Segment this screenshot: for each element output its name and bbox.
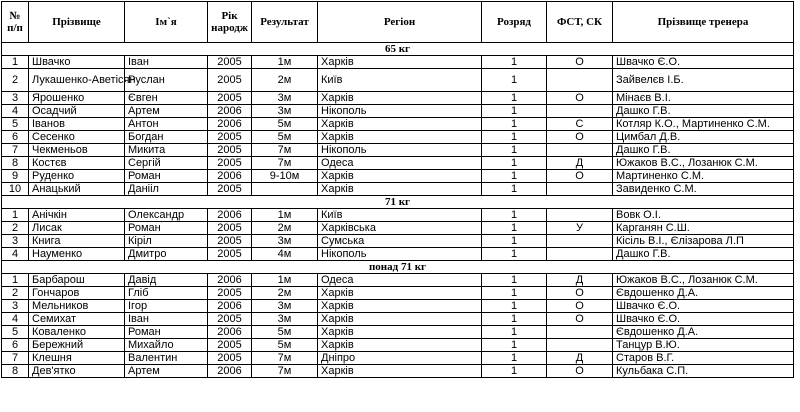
cell-coach: Зайвелєв І.Б. — [613, 69, 794, 92]
cell-rank: 1 — [482, 365, 547, 378]
cell-coach: Швачко Є.О. — [613, 56, 794, 69]
header-row — [2, 2, 794, 43]
cell-birth-year: 2005 — [208, 183, 252, 196]
cell-fst — [547, 248, 613, 261]
cell-rank: 1 — [482, 326, 547, 339]
cell-birth-year: 2006 — [208, 326, 252, 339]
cell-result: 9-10м — [252, 170, 318, 183]
cell-fst: О — [547, 313, 613, 326]
header-name: Ім`я — [125, 2, 208, 43]
cell-name: Роман — [125, 326, 208, 339]
table-row — [2, 118, 794, 131]
cell-coach: Старов В.Г. — [613, 352, 794, 365]
cell-surname: Анічкін — [29, 209, 125, 222]
cell-region: Нікополь — [318, 144, 482, 157]
cell-fst: Д — [547, 157, 613, 170]
table-body — [2, 43, 794, 378]
cell-num: 2 — [2, 69, 29, 92]
cell-num: 5 — [2, 118, 29, 131]
cell-result: 3м — [252, 235, 318, 248]
cell-coach: Дашко Г.В. — [613, 248, 794, 261]
cell-num: 3 — [2, 92, 29, 105]
cell-result — [252, 183, 318, 196]
cell-birth-year: 2006 — [208, 365, 252, 378]
cell-birth-year: 2006 — [208, 209, 252, 222]
table-row — [2, 339, 794, 352]
cell-num: 4 — [2, 105, 29, 118]
cell-fst — [547, 326, 613, 339]
cell-rank: 1 — [482, 209, 547, 222]
cell-rank: 1 — [482, 248, 547, 261]
cell-fst — [547, 183, 613, 196]
weight-group-title: 71 кг — [2, 196, 794, 209]
cell-result: 7м — [252, 157, 318, 170]
cell-fst — [547, 235, 613, 248]
cell-birth-year: 2006 — [208, 300, 252, 313]
cell-region: Київ — [318, 69, 482, 92]
cell-result: 5м — [252, 339, 318, 352]
header-num: № п/п — [2, 2, 29, 43]
cell-result: 3м — [252, 300, 318, 313]
cell-coach: Завиденко С.М. — [613, 183, 794, 196]
cell-coach: Євдошенко Д.А. — [613, 326, 794, 339]
cell-rank: 1 — [482, 69, 547, 92]
cell-name: Руслан — [125, 69, 208, 92]
cell-rank: 1 — [482, 105, 547, 118]
table-row — [2, 287, 794, 300]
cell-surname: Барбарош — [29, 274, 125, 287]
cell-birth-year: 2005 — [208, 313, 252, 326]
table-row — [2, 235, 794, 248]
cell-rank: 1 — [482, 352, 547, 365]
cell-num: 6 — [2, 131, 29, 144]
cell-coach: Кульбака С.П. — [613, 365, 794, 378]
cell-surname: Мельников — [29, 300, 125, 313]
cell-fst: У — [547, 222, 613, 235]
cell-rank: 1 — [482, 183, 547, 196]
cell-birth-year: 2006 — [208, 274, 252, 287]
cell-surname: Іванов — [29, 118, 125, 131]
weight-group-title: понад 71 кг — [2, 261, 794, 274]
cell-result: 5м — [252, 131, 318, 144]
header-rank: Розряд — [482, 2, 547, 43]
cell-result: 1м — [252, 274, 318, 287]
cell-result: 3м — [252, 92, 318, 105]
weight-group-title: 65 кг — [2, 43, 794, 56]
cell-name: Дмитро — [125, 248, 208, 261]
header-region: Регіон — [318, 2, 482, 43]
header-fst: ФСТ, СК — [547, 2, 613, 43]
cell-fst: Д — [547, 274, 613, 287]
cell-region: Харків — [318, 313, 482, 326]
table-row — [2, 222, 794, 235]
cell-name: Микита — [125, 144, 208, 157]
table-row — [2, 144, 794, 157]
cell-name: Олександр — [125, 209, 208, 222]
cell-result: 1м — [252, 56, 318, 69]
table-row — [2, 105, 794, 118]
table-row — [2, 365, 794, 378]
cell-birth-year: 2005 — [208, 131, 252, 144]
cell-num: 5 — [2, 326, 29, 339]
cell-surname: Бережний — [29, 339, 125, 352]
cell-birth-year: 2005 — [208, 92, 252, 105]
cell-coach: Швачко Є.О. — [613, 313, 794, 326]
cell-coach: Карганян С.Ш. — [613, 222, 794, 235]
cell-birth-year: 2006 — [208, 118, 252, 131]
cell-rank: 1 — [482, 131, 547, 144]
cell-birth-year: 2006 — [208, 105, 252, 118]
cell-num: 2 — [2, 287, 29, 300]
cell-coach: Цимбал Д.В. — [613, 131, 794, 144]
cell-name: Валентин — [125, 352, 208, 365]
table-row — [2, 56, 794, 69]
cell-fst: О — [547, 56, 613, 69]
cell-result: 5м — [252, 118, 318, 131]
cell-num: 9 — [2, 170, 29, 183]
cell-region: Харків — [318, 339, 482, 352]
cell-rank: 1 — [482, 92, 547, 105]
cell-surname: Сесенко — [29, 131, 125, 144]
cell-rank: 1 — [482, 287, 547, 300]
cell-region: Київ — [318, 209, 482, 222]
cell-birth-year: 2005 — [208, 287, 252, 300]
cell-surname: Костєв — [29, 157, 125, 170]
cell-num: 7 — [2, 352, 29, 365]
cell-result: 2м — [252, 69, 318, 92]
cell-name: Іван — [125, 56, 208, 69]
cell-surname: Коваленко — [29, 326, 125, 339]
cell-surname: Книга — [29, 235, 125, 248]
cell-birth-year: 2005 — [208, 352, 252, 365]
cell-coach: Южаков В.С., Лозанюк С.М. — [613, 274, 794, 287]
table-row — [2, 352, 794, 365]
table-row — [2, 183, 794, 196]
cell-result: 7м — [252, 352, 318, 365]
cell-region: Харків — [318, 287, 482, 300]
cell-fst — [547, 69, 613, 92]
cell-coach: Дашко Г.В. — [613, 144, 794, 157]
cell-region: Нікополь — [318, 248, 482, 261]
cell-num: 4 — [2, 248, 29, 261]
table-row — [2, 248, 794, 261]
cell-result: 1м — [252, 209, 318, 222]
cell-num: 6 — [2, 339, 29, 352]
cell-result: 3м — [252, 313, 318, 326]
cell-name: Давід — [125, 274, 208, 287]
cell-surname: Анацький — [29, 183, 125, 196]
cell-name: Антон — [125, 118, 208, 131]
cell-region: Одеса — [318, 157, 482, 170]
cell-region: Харків — [318, 92, 482, 105]
cell-surname: Лукашенко-Аветісян — [29, 69, 125, 92]
header-result: Результат — [252, 2, 318, 43]
cell-name: Євген — [125, 92, 208, 105]
cell-surname: Осадчий — [29, 105, 125, 118]
cell-region: Харків — [318, 300, 482, 313]
cell-result: 2м — [252, 287, 318, 300]
cell-rank: 1 — [482, 235, 547, 248]
cell-coach: Котляр К.О., Мартиненко С.М. — [613, 118, 794, 131]
cell-rank: 1 — [482, 56, 547, 69]
cell-name: Роман — [125, 222, 208, 235]
cell-name: Данііл — [125, 183, 208, 196]
cell-surname: Клешня — [29, 352, 125, 365]
cell-surname: Науменко — [29, 248, 125, 261]
cell-region: Дніпро — [318, 352, 482, 365]
cell-num: 1 — [2, 274, 29, 287]
cell-birth-year: 2005 — [208, 235, 252, 248]
cell-num: 3 — [2, 300, 29, 313]
cell-fst — [547, 144, 613, 157]
results-table — [1, 1, 794, 378]
cell-fst — [547, 339, 613, 352]
cell-fst — [547, 105, 613, 118]
header-surname: Прізвище — [29, 2, 125, 43]
cell-birth-year: 2005 — [208, 157, 252, 170]
cell-coach: Вовк О.І. — [613, 209, 794, 222]
cell-coach: Євдошенко Д.А. — [613, 287, 794, 300]
cell-fst: О — [547, 92, 613, 105]
cell-name: Іван — [125, 313, 208, 326]
table-row — [2, 300, 794, 313]
table-row — [2, 274, 794, 287]
table-row — [2, 209, 794, 222]
cell-num: 7 — [2, 144, 29, 157]
cell-fst: О — [547, 365, 613, 378]
cell-fst: О — [547, 287, 613, 300]
cell-rank: 1 — [482, 118, 547, 131]
cell-region: Харків — [318, 118, 482, 131]
cell-result: 7м — [252, 144, 318, 157]
cell-surname: Лисак — [29, 222, 125, 235]
cell-region: Харків — [318, 170, 482, 183]
cell-result: 4м — [252, 248, 318, 261]
cell-rank: 1 — [482, 339, 547, 352]
cell-surname: Швачко — [29, 56, 125, 69]
cell-surname: Руденко — [29, 170, 125, 183]
weight-group-row — [2, 261, 794, 274]
cell-region: Харків — [318, 365, 482, 378]
table-row — [2, 131, 794, 144]
cell-name: Артем — [125, 365, 208, 378]
weight-group-row — [2, 196, 794, 209]
cell-num: 8 — [2, 365, 29, 378]
header-birth-year: Рік народж — [208, 2, 252, 43]
cell-fst: С — [547, 118, 613, 131]
cell-num: 3 — [2, 235, 29, 248]
cell-surname: Ярошенко — [29, 92, 125, 105]
cell-num: 4 — [2, 313, 29, 326]
cell-rank: 1 — [482, 313, 547, 326]
table-row — [2, 69, 794, 92]
table-row — [2, 313, 794, 326]
cell-num: 10 — [2, 183, 29, 196]
cell-birth-year: 2005 — [208, 69, 252, 92]
cell-fst: Д — [547, 352, 613, 365]
cell-name: Кіріл — [125, 235, 208, 248]
cell-rank: 1 — [482, 274, 547, 287]
cell-name: Ігор — [125, 300, 208, 313]
cell-fst: О — [547, 300, 613, 313]
cell-birth-year: 2005 — [208, 144, 252, 157]
cell-surname: Гончаров — [29, 287, 125, 300]
cell-region: Сумська — [318, 235, 482, 248]
cell-coach: Кісіль В.І., Єлізарова Л.П — [613, 235, 794, 248]
table-row — [2, 157, 794, 170]
cell-region: Харківська — [318, 222, 482, 235]
cell-surname: Семихат — [29, 313, 125, 326]
cell-surname: Дев'ятко — [29, 365, 125, 378]
cell-name: Роман — [125, 170, 208, 183]
cell-num: 1 — [2, 209, 29, 222]
cell-num: 2 — [2, 222, 29, 235]
cell-name: Гліб — [125, 287, 208, 300]
cell-birth-year: 2005 — [208, 248, 252, 261]
cell-birth-year: 2005 — [208, 339, 252, 352]
cell-num: 8 — [2, 157, 29, 170]
cell-region: Харків — [318, 131, 482, 144]
table-row — [2, 92, 794, 105]
cell-birth-year: 2006 — [208, 170, 252, 183]
cell-name: Сергій — [125, 157, 208, 170]
cell-coach: Южаков В.С., Лозанюк С.М. — [613, 157, 794, 170]
cell-result: 3м — [252, 105, 318, 118]
cell-birth-year: 2005 — [208, 222, 252, 235]
cell-region: Нікополь — [318, 105, 482, 118]
cell-rank: 1 — [482, 170, 547, 183]
cell-rank: 1 — [482, 300, 547, 313]
cell-result: 5м — [252, 326, 318, 339]
cell-region: Харків — [318, 326, 482, 339]
cell-fst — [547, 209, 613, 222]
cell-region: Харків — [318, 56, 482, 69]
cell-coach: Швачко Є.О. — [613, 300, 794, 313]
table-row — [2, 170, 794, 183]
cell-rank: 1 — [482, 144, 547, 157]
cell-num: 1 — [2, 56, 29, 69]
cell-name: Артем — [125, 105, 208, 118]
cell-fst: О — [547, 131, 613, 144]
cell-result: 2м — [252, 222, 318, 235]
cell-coach: Танцур В.Ю. — [613, 339, 794, 352]
cell-coach: Мінаєв В.І. — [613, 92, 794, 105]
cell-rank: 1 — [482, 222, 547, 235]
cell-fst: О — [547, 170, 613, 183]
cell-coach: Мартиненко С.М. — [613, 170, 794, 183]
cell-rank: 1 — [482, 157, 547, 170]
cell-coach: Дашко Г.В. — [613, 105, 794, 118]
cell-result: 7м — [252, 365, 318, 378]
cell-birth-year: 2005 — [208, 56, 252, 69]
table-row — [2, 326, 794, 339]
cell-name: Михайло — [125, 339, 208, 352]
header-coach: Прізвище тренера — [613, 2, 794, 43]
cell-surname: Чекменьов — [29, 144, 125, 157]
cell-region: Одеса — [318, 274, 482, 287]
cell-name: Богдан — [125, 131, 208, 144]
cell-region: Харків — [318, 183, 482, 196]
weight-group-row — [2, 43, 794, 56]
